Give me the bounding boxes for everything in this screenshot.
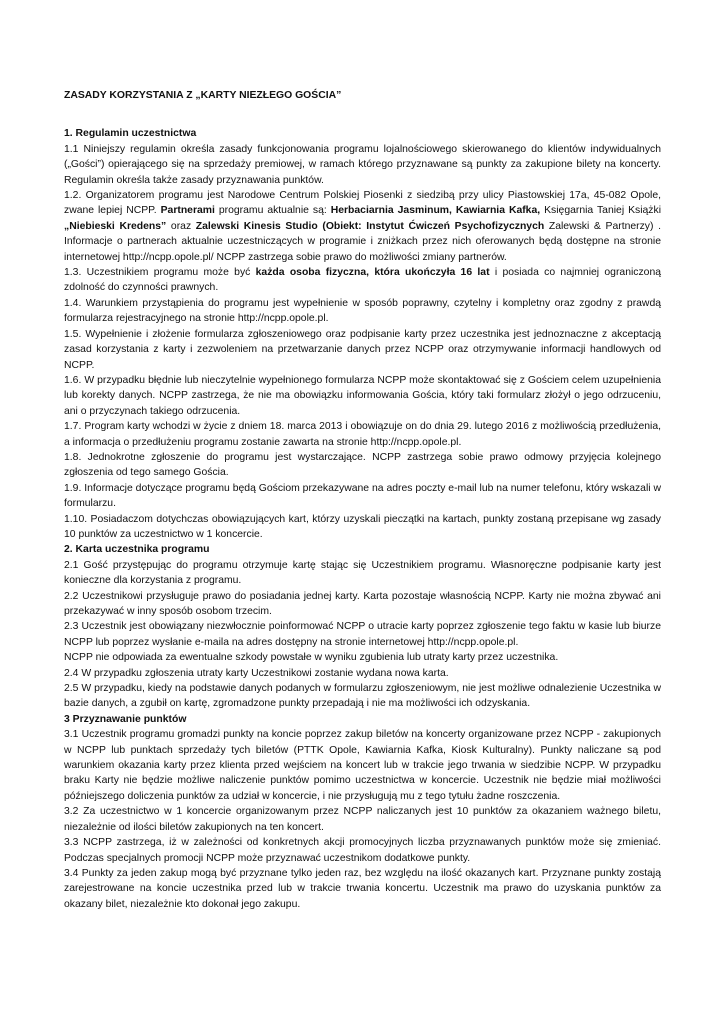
paragraph (64, 650, 661, 665)
paragraph (64, 142, 661, 188)
bold-text-run: „Niebieski Kredens” (64, 220, 167, 232)
text-run: 1.10. Posiadaczom dotychczas obowiązujących kart, którzy uzyskali pieczątki na kartach, punkty zostaną przepisane wg zasady 10 punktów za uczestnictwo w 1 koncercie. (64, 513, 661, 540)
section-heading: 1. Regulamin uczestnictwa (64, 128, 197, 140)
text-run: 2.1 Gość przystępując do programu otrzymuje kartę stając się Uczestnikiem programu. Własnoręczne podpisanie karty jest konieczne dla korzystania z programu. (64, 559, 661, 587)
text-run: 1.8. Jednokrotne zgłoszenie do programu jest wystarczające. NCPP zastrzega sobie prawo odmowy przyjęcia kolejnego zgłoszenia od tego samego Gościa. (64, 451, 661, 479)
paragraph (64, 512, 661, 543)
paragraph (64, 866, 661, 912)
paragraph (64, 804, 661, 835)
section-heading: 2. Karta uczestnika programu (64, 544, 210, 556)
text-run: oraz (166, 220, 196, 232)
text-run: 2.3 Uczestnik jest obowiązany niezwłocznie poinformować NCPP o utracie karty poprzez zgłoszenie tego faktu w kasie lub biurze NCPP lub poprzez wysłanie e-maila na adres dostępny na stronie internetowej http://ncpp.opole.pl. (64, 621, 661, 648)
section-heading: 3 Przyznawanie punktów (64, 713, 187, 725)
text-run: 1.1 Niniejszy regulamin określa zasady funkcjonowania programu lojalnościowego skierowanego do klientów indywidualnych („Gości”) opierającego się na sprzedaży premiowej, w ramach którego przyznawane są punkty za zakupione bilety na koncerty. Regulamin określa także zasady przyznawania punktów. (64, 143, 661, 186)
text-run: 1.5. Wypełnienie i złożenie formularza zgłoszeniowego oraz podpisanie karty przez uczestnika jest jednoznaczne z akceptacją zasad korzystania z karty i zezwoleniem na przetwarzanie danych przez NCPP oraz otrzymywanie informacji handlowych od NCPP. (64, 328, 661, 371)
text-run: 1.9. Informacje dotyczące programu będą Gościom przekazywane na adres poczty e-mail lub na numer telefonu, który wskazali w formularzu. (64, 482, 661, 510)
text-run: 3.2 Za uczestnictwo w 1 koncercie organizowanym przez NCPP naliczanych jest 10 punktów za okazaniem ważnego biletu, niezależnie od ilości biletów zakupionych na ten koncert. (64, 806, 661, 833)
text-run: 1.6. W przypadku błędnie lub nieczytelnie wypełnionego formularza NCPP może skontaktować się z Gościem celem uzupełnienia lub korekty danych. NCPP zastrzega, że nie ma obowiązku informowania Gościa, który taki formularz złożył o jego odrzuceniu, ani o przyczynach takiego odrzucenia. (64, 374, 661, 417)
paragraph (64, 681, 661, 712)
paragraph (64, 727, 661, 804)
paragraph (64, 666, 661, 681)
document-body (64, 126, 661, 912)
text-run: i posiada co najmniej ograniczoną zdolność do czynności prawnych. (64, 267, 662, 294)
paragraph (64, 419, 661, 450)
paragraph (64, 835, 661, 866)
text-run: 1.4. Warunkiem przystąpienia do programu jest wypełnienie w sposób poprawny, czytelny i kompletny oraz zgodny z prawdą formularza rejestracyjnego na stronie http://ncpp.opole.pl. (64, 297, 661, 325)
paragraph (64, 296, 661, 327)
bold-text-run: Zalewski Kinesis Studio (Obiekt: Instytut Ćwiczeń Psychofizycznych (195, 220, 545, 232)
document-title: ZASADY KORZYSTANIA Z „KARTY NIEZŁEGO GOŚCIA” (64, 90, 342, 101)
paragraph (64, 481, 661, 512)
paragraph (64, 450, 661, 481)
bold-text-run: Herbaciarnia Jasminum, Kawiarnia Kafka, (330, 205, 541, 217)
bold-text-run: każda osoba fizyczna, która ukończyła 16 lat (255, 267, 490, 279)
text-run: programu aktualnie są: (214, 205, 331, 217)
text-run: 2.2 Uczestnikowi przysługuje prawo do posiadania jednej karty. Karta pozostaje własnością NCPP. Karty nie można zbywać ani przekazywać w inny sposób osobom trzecim. (64, 590, 661, 617)
paragraph (64, 265, 661, 296)
paragraph (64, 188, 661, 265)
text-run: 3.3 NCPP zastrzega, iż w zależności od konkretnych akcji promocyjnych liczba przyznawanych punktów może się zmieniać. Podczas specjalnych promocji NCPP może przyznawać uczestnikom dodatkowe punkty. (64, 837, 661, 864)
text-run: 1.7. Program karty wchodzi w życie z dniem 18. marca 2013 i obowiązuje on do dnia 29. lutego 2016 z możliwością przedłużenia, a informacja o przedłużeniu programu zostanie zawarta na stronie http://ncpp.opole.pl. (64, 421, 661, 448)
paragraph (64, 619, 661, 650)
text-run: 2.5 W przypadku, kiedy na podstawie danych podanych w formularzu zgłoszeniowym, nie jest możliwe odnalezienie Uczestnika w bazie danych, a zgubił on kartę, zgromadzone punkty przepadają i nie ma możliwości ich odzyskania. (64, 683, 661, 710)
text-run: Księgarnia Taniej Książki (540, 205, 662, 217)
bold-text-run: Partnerami (160, 205, 215, 217)
text-run: 2.4 W przypadku zgłoszenia utraty karty Uczestnikowi zostanie wydana nowa karta. (64, 667, 449, 679)
paragraph (64, 589, 661, 620)
paragraph (64, 327, 661, 373)
text-run: NCPP nie odpowiada za ewentualne szkody powstałe w wyniku zgubienia lub utraty karty przez uczestnika. (64, 652, 559, 664)
text-run: 3.1 Uczestnik programu gromadzi punkty na koncie poprzez zakup biletów na koncerty organizowane przez NCPP - zakupionych w NCPP lub punktach sprzedaży tych biletów (PTTK Opole, Kawiarnia Kafka, Kiosk Kulturalny). Punkty naliczane są pod warunkiem okazania karty przez klienta przed wejściem na koncert lub w trakcie jego trwania w siedzibie NCPP. W przypadku braku Karty nie będzie możliwe naliczenie punktów pomimo uczestnictwa w koncercie. Uczestnik nie będzie miał możliwości późniejszego doliczenia punktów za udział w koncercie, i nie przysługują mu z tego tytułu żadne roszczenia. (64, 729, 661, 802)
paragraph (64, 558, 661, 589)
text-run: 3.4 Punkty za jeden zakup mogą być przyznane tylko jeden raz, bez względu na ilość okazanych kart. Przyznane punkty zostają zarejestrowane na koncie uczestnika przed lub w trakcie trwania koncertu. Uczestnik ma prawo do uzyskania punktów za okazany bilet, niezależnie kto dokonał jego zakupu. (64, 867, 661, 910)
text-run: Zalewski & Partnerzy) . Informacje o partnerach aktualnie uczestniczących w programie i zniżkach przez nich oferowanych będą dostępne na stronie internetowej http://ncpp.opole.pl/ NCPP zastrzega sobie prawo do możliwości zmiany partnerów. (64, 220, 661, 263)
text-run: 1.3. Uczestnikiem programu może być (64, 267, 256, 279)
paragraph (64, 373, 661, 419)
text-run: 1.2. Organizatorem programu jest Narodowe Centrum Polskiej Piosenki z siedzibą przy ulicy Piastowskiej 17a, 45-082 Opole, zwane lepiej NCPP. (64, 190, 661, 217)
